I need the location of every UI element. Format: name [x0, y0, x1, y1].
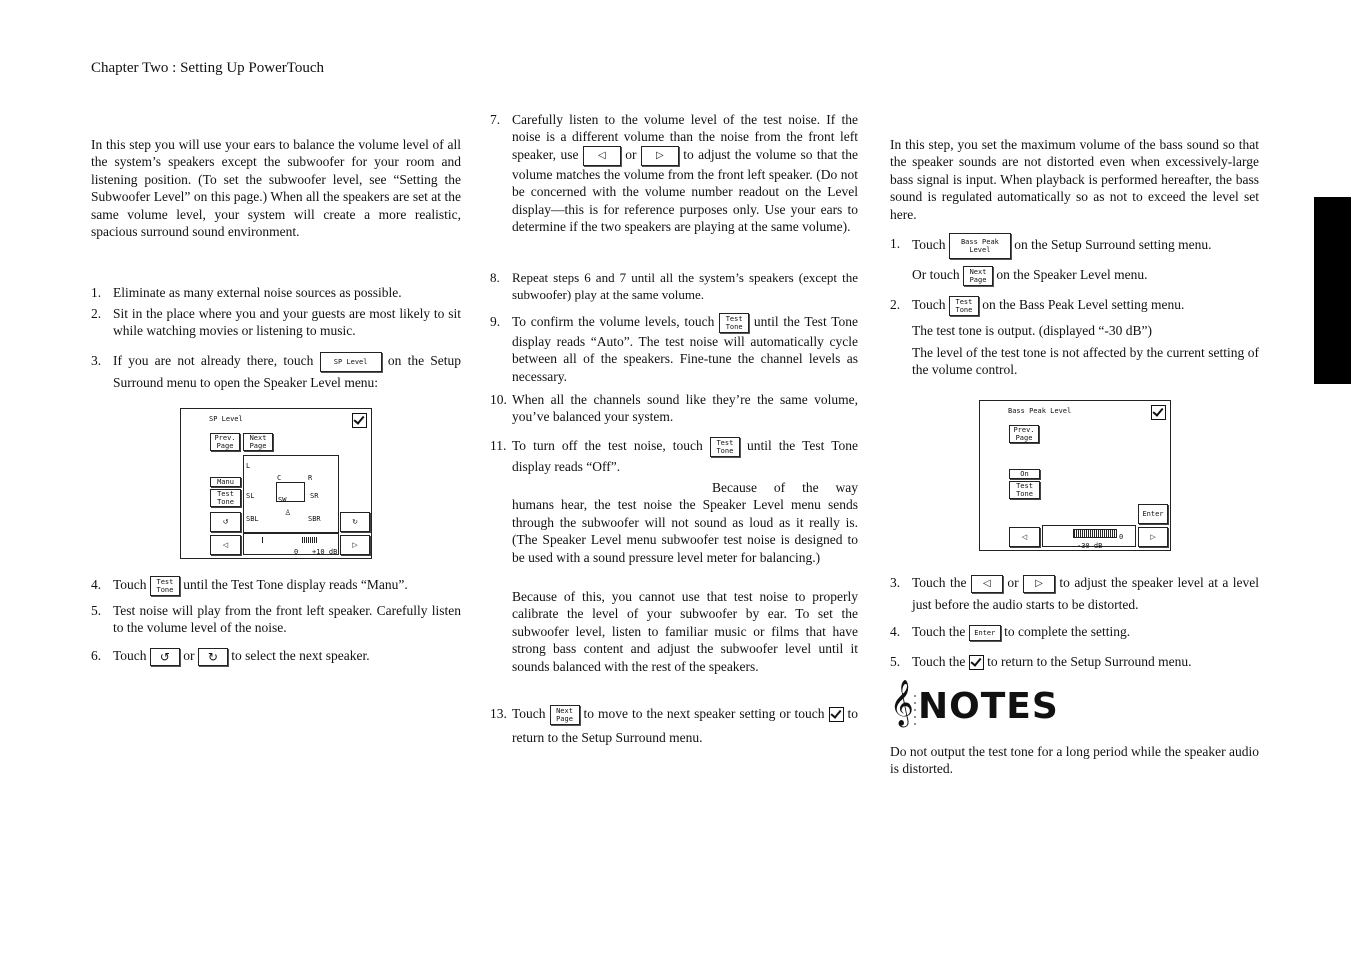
check-icon[interactable] [969, 655, 984, 670]
speaker-level-screen [180, 408, 372, 559]
bass-step-2-note: The level of the test tone is not affected by the current setting of the volume control. [912, 345, 1259, 378]
decrease-icon[interactable]: ◁ [1009, 527, 1040, 547]
step-3: 3. If you are not already there, touch SP Level on the Setup Surround menu to open the Speaker Level menu: [91, 353, 462, 390]
bass-step-2-output: The test tone is output. (displayed “-30 dB”) [912, 323, 1152, 338]
enter-button[interactable]: Enter [1138, 504, 1168, 524]
chapter-header: Chapter Two : Setting Up PowerTouch [91, 60, 325, 76]
step-4: 4. Touch Test Tone until the Test Tone display reads “Manu”. [91, 577, 408, 594]
speaker-layout: L C R SL SR SBL SBR SW ♙ [243, 455, 339, 533]
bass-step-2: 2. Touch Test Tone on the Bass Peak Level setting menu. [890, 297, 1185, 314]
next-speaker-icon[interactable]: ↻ [340, 512, 370, 532]
bass-step-4: 4. Touch the Enter to complete the setting. [890, 624, 1131, 639]
on-indicator: On [1009, 469, 1040, 479]
bass-step-1: 1. Touch Bass Peak Level on the Setup Surround setting menu. [890, 233, 1259, 259]
check-icon[interactable] [829, 707, 844, 722]
bass-peak-intro: In this step, you set the maximum volume of the bass sound so that the speaker sounds are not distorted even when excessively-large bass signal is input. When playback is performed hereafter, the bass sound is regulated automatically so as not to exceed the level set here. [890, 137, 1259, 222]
next-page-button[interactable]: Next Page [963, 266, 993, 286]
test-tone-button[interactable]: Test Tone [949, 296, 979, 316]
increase-icon[interactable]: ▷ [641, 146, 679, 166]
notes-text: Do not output the test tone for a long period while the speaker audio is distorted. [890, 744, 1259, 777]
speaker-level-intro: In this step you will use your ears to balance the volume level of all the system’s speakers except the subwoofer for your room and listening position. (To set the subwoofer level, see “Setting the Subwoofer Level” on this page.) When all the speakers are set at the same volume level, your system will create a more realistic, spacious surround sound environment. [91, 137, 461, 240]
subwoofer-note-2: Because of this, you cannot use that test noise to properly calibrate the level of your subwoofer by ear. To set the subwoofer level, listen to familiar music or films that have strong bass content and adjust the subwoofer level until it sounds balanced with the rest of the speakers. [512, 589, 858, 674]
bass-peak-level-button[interactable]: Bass Peak Level [949, 233, 1011, 259]
enter-button[interactable]: Enter [969, 625, 1001, 641]
test-tone-button[interactable]: Test Tone [210, 489, 241, 507]
prev-page-button[interactable]: Prev. Page [210, 433, 240, 451]
notes-title: NOTES [918, 686, 1059, 727]
step-11: 11. To turn off the test noise, touch Test Tone until the Test Tone display reads “Off”. [490, 438, 859, 474]
bass-step-1-alt: Or touch Next Page on the Speaker Level menu. [912, 267, 1148, 284]
step-9: 9. To confirm the volume levels, touch Test Tone until the Test Tone display reads “Auto”. The test noise will automatically cycle between all of the speakers. Fine-tune the channel levels as necessary. [490, 314, 858, 384]
prev-speaker-icon[interactable]: ↺ [210, 512, 241, 532]
bass-step-3: 3. Touch the ◁ or ▷ to adjust the speaker level at a level just before the audio starts to be distorted. [890, 575, 1260, 612]
prev-page-button[interactable]: Prev. Page [1009, 425, 1039, 443]
step-10: 10. When all the channels sound like they’re the same volume, you’ve balanced your system. [490, 392, 858, 425]
step-5: 5. Test noise will play from the front left speaker. Carefully listen to the volume level of the noise. [91, 603, 461, 636]
level-bar [1073, 529, 1117, 538]
level-display: 0 +10 dB [243, 533, 339, 555]
listener-icon: ♙ [285, 507, 292, 518]
step-1: 1. Eliminate as many external noise sources as possible. [91, 285, 402, 300]
next-page-button[interactable]: Next Page [243, 433, 273, 451]
notes-logo [890, 680, 1059, 730]
check-icon[interactable] [352, 413, 367, 428]
manu-indicator: Manu [210, 477, 241, 487]
step-6: 6. Touch ↺ or ↻ to select the next speaker. [91, 648, 370, 664]
sp-level-button[interactable]: SP Level [320, 352, 382, 372]
prev-speaker-icon[interactable]: ↺ [150, 648, 180, 666]
step-7: 7. Carefully listen to the volume level of the test noise. If the noise is a different volume than the noise from the front left speaker, use ◁ or ▷ to adjust the volume so that the volume matches the volume from the front left speaker. (Do not be concerned with the volume number readout on the Level display—this is for reference purposes only. Use your ears to determine if the two speakers are playing at the same volume). [490, 112, 859, 235]
next-page-button[interactable]: Next Page [550, 705, 580, 725]
bass-step-5: 5. Touch the to return to the Setup Surround menu. [890, 654, 1192, 669]
level-display: 0 -30 dB [1042, 525, 1136, 547]
next-speaker-icon[interactable]: ↻ [198, 648, 228, 666]
test-tone-button[interactable]: Test Tone [710, 437, 740, 457]
test-tone-button[interactable]: Test Tone [150, 576, 180, 596]
decrease-icon[interactable]: ◁ [583, 146, 621, 166]
test-tone-button[interactable]: Test Tone [1009, 481, 1040, 499]
treble-clef-icon: 𝄞 [890, 680, 914, 726]
step-2: 2. Sit in the place where you and your guests are most likely to sit while watching movies or listening to music. [91, 306, 461, 339]
test-tone-button[interactable]: Test Tone [719, 313, 749, 333]
increase-icon[interactable]: ▷ [1138, 527, 1168, 547]
bass-peak-level-screen [979, 400, 1171, 551]
check-icon[interactable] [1151, 405, 1166, 420]
step-8: 8. Repeat steps 6 and 7 until all the system’s speakers (except the subwoofer) play at the same volume. [490, 270, 858, 303]
increase-icon[interactable]: ▷ [340, 535, 370, 555]
subwoofer-note-1: Because of the way humans hear, the test noise the Speaker Level menu sends through the subwoofer will not sound as loud as it really is. (The Speaker Level menu subwoofer test noise is designed to be used with a sound pressure level meter for balancing.) [512, 480, 858, 565]
screen-title: Bass Peak Level [1008, 407, 1072, 415]
decrease-icon[interactable]: ◁ [971, 575, 1003, 593]
subwoofer-box: SW [276, 482, 305, 502]
chapter-side-tab [1314, 197, 1351, 384]
screen-title: SP Level [209, 415, 243, 423]
decrease-icon[interactable]: ◁ [210, 535, 241, 555]
increase-icon[interactable]: ▷ [1023, 575, 1055, 593]
step-13: 13. Touch Next Page to move to the next speaker setting or touch to return to the Setup Surround menu. [490, 706, 859, 745]
level-bar [262, 537, 318, 543]
